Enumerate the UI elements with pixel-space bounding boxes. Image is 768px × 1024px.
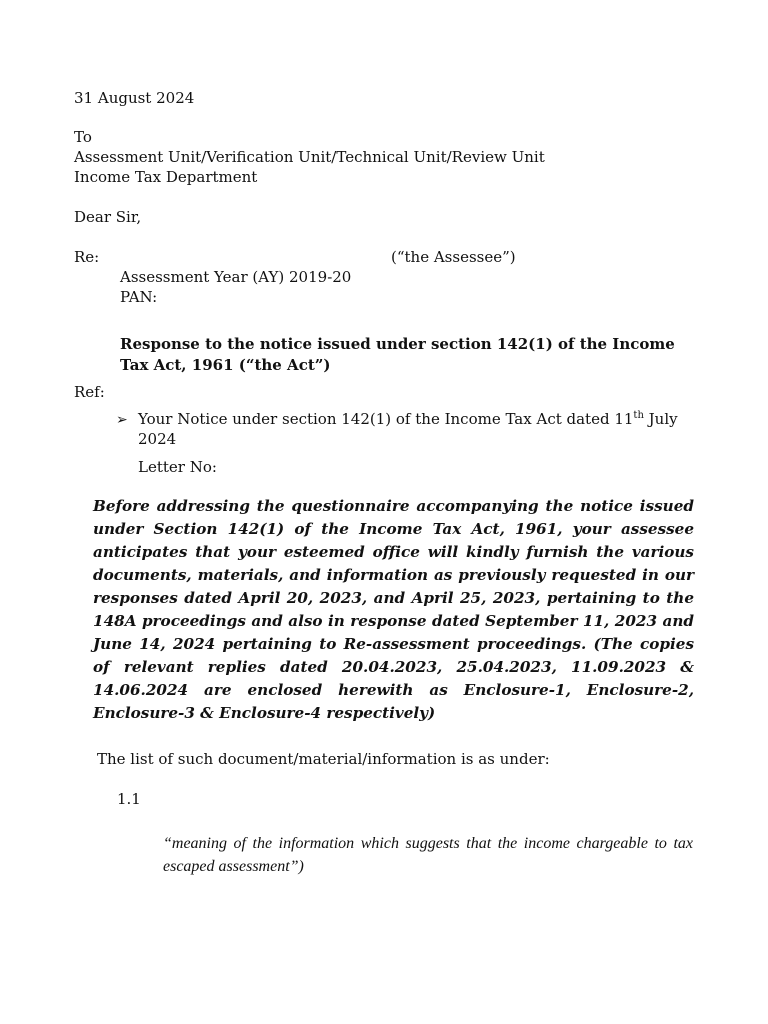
notice-date-month-year: July 2024 bbox=[138, 410, 678, 448]
letter-number-label: Letter No: bbox=[138, 458, 217, 476]
recipient-line-2: Income Tax Department bbox=[74, 168, 258, 186]
notice-date-superscript: th bbox=[633, 410, 644, 421]
to-label: To bbox=[74, 128, 92, 146]
opening-paragraph: Before addressing the questionnaire accompanying the notice issued under Section 142(1) of the Income Tax Act, 1961, your assessee anticipates that your esteemed office will kindly furnish the various documents, materials, and information as previously requested in our responses dated April 20, 2023, and April 25, 2023, pertaining to the 148A proceedings and also in response dated September 11, 2023 and June 14, 2024 pertaining to Re-assessment proceedings. (The copies of relevant replies dated 20.04.2023, 25.04.2023, 11.09.2023 & 14.06.2024 are enclosed herewith as Enclosure-1, Enclosure-2, Enclosure-3 & Enclosure-4 respectively) bbox=[93, 497, 694, 722]
ref-label: Ref: bbox=[74, 383, 105, 401]
subject-heading: Response to the notice issued under section 142(1) of the Income Tax Act, 1961 (“the Act”) bbox=[120, 335, 675, 374]
letter-date: 31 August 2024 bbox=[74, 89, 195, 107]
quoted-item-text: “meaning of the information which suggests that the income chargeable to tax escaped assessment”) bbox=[163, 835, 693, 875]
salutation: Dear Sir, bbox=[74, 208, 142, 226]
re-label: Re: bbox=[74, 248, 100, 266]
notice-reference-text: Your Notice under section 142(1) of the Income Tax Act dated 11 bbox=[138, 410, 634, 428]
arrow-bullet-icon: ➢ bbox=[116, 412, 128, 428]
pan-label: PAN: bbox=[120, 288, 158, 306]
list-item-number: 1.1 bbox=[117, 790, 141, 808]
assessment-year: Assessment Year (AY) 2019-20 bbox=[120, 268, 352, 286]
recipient-line-1: Assessment Unit/Verification Unit/Technical Unit/Review Unit bbox=[74, 148, 545, 166]
list-intro: The list of such document/material/information is as under: bbox=[97, 750, 550, 768]
assessee-label: (“the Assessee”) bbox=[391, 248, 516, 266]
notice-reference bbox=[138, 409, 698, 449]
